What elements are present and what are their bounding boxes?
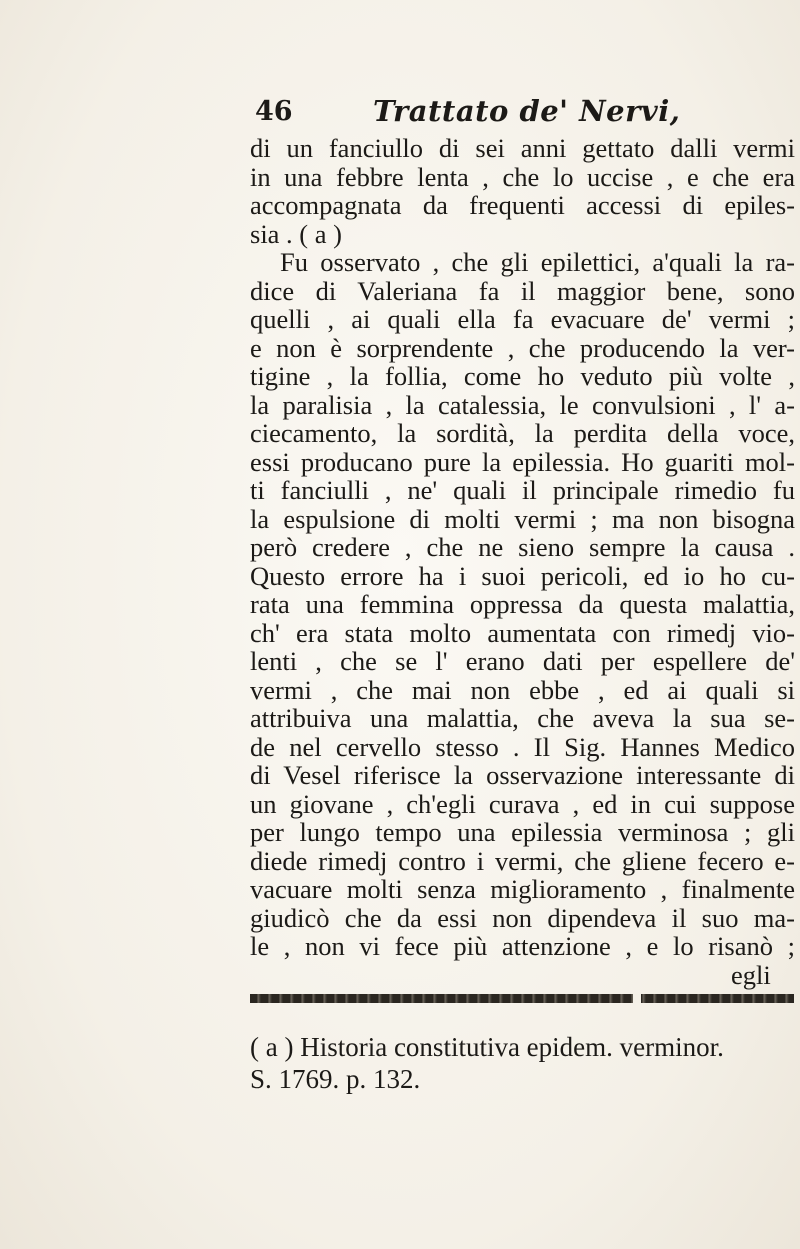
text-line: un giovane , ch'egli curava , ed in cui suppose [250, 788, 795, 819]
text-line: attribuiva una malattia, che aveva la sua se- [250, 703, 795, 733]
text-line: in una febbre lenta , che lo uccise , e che era [250, 161, 795, 192]
text-line: rata una femmina oppressa da questa malattia, [250, 589, 795, 619]
text-line: de nel cervello stesso . Il Sig. Hannes Medico [250, 731, 795, 762]
footnote-line-1: ( a ) Historia constitutiva epidem. verminor. [250, 1032, 724, 1062]
text-line: di un fanciullo di sei anni gettato dalli vermi [250, 133, 795, 163]
text-line: lenti , che se l' erano dati per espellere de' [250, 646, 795, 676]
text-line: la paralisia , la catalessia, le convulsioni , l' a- [250, 389, 795, 420]
text-line: vacuare molti senza miglioramento , finalmente [250, 874, 795, 904]
text-line: sia . ( a ) [250, 218, 342, 249]
text-line: però credere , che ne sieno sempre la causa . [250, 532, 795, 562]
text-line: vermi , che mai non ebbe , ed ai quali si [250, 674, 795, 705]
text-line: per lungo tempo una epilessia verminosa ; gli [250, 817, 795, 847]
text-line: giudicò che da essi non dipendeva il suo ma- [250, 902, 795, 933]
page-number: 46 [255, 96, 293, 127]
catchword: egli [731, 959, 771, 990]
text-line: tigine , la follia, come ho veduto più volte , [250, 361, 795, 391]
text-line: ch' era stata molto aumentata con rimedj vio- [250, 617, 795, 648]
text-line: le , non vi fece più attenzione , e lo risanò ; [250, 931, 795, 961]
footnote-rule-gap [633, 994, 641, 1003]
footnote-rule [250, 994, 794, 1003]
footnote-line-2: S. 1769. p. 132. [250, 1064, 421, 1094]
text-line: dice di Valeriana fa il maggior bene, sono [250, 275, 795, 306]
text-line: Questo errore ha i suoi pericoli, ed io ho cu- [250, 560, 795, 591]
text-line: e non è sorprendente , che producendo la ver- [250, 332, 795, 363]
text-line: diede rimedj contro i vermi, che gliene fecero e- [250, 845, 795, 876]
text-line: ciecamento, la sordità, la perdita della voce, [250, 418, 795, 448]
text-line: la espulsione di molti vermi ; ma non bisogna [250, 503, 795, 534]
page-header [255, 94, 681, 130]
text-line: essi producano pure la epilessia. Ho guariti mol- [250, 446, 795, 477]
text-line: di Vesel riferisce la osservazione interessante di [250, 760, 795, 790]
running-title: Trattato de' Nervi, [373, 94, 681, 128]
text-line: ti fanciulli , ne' quali il principale rimedio fu [250, 475, 795, 505]
text-line: accompagnata da frequenti accessi di epiles- [250, 190, 795, 220]
text-line: Fu osservato , che gli epilettici, a'quali la ra- [280, 247, 795, 277]
text-line: quelli , ai quali ella fa evacuare de' vermi ; [250, 304, 795, 334]
